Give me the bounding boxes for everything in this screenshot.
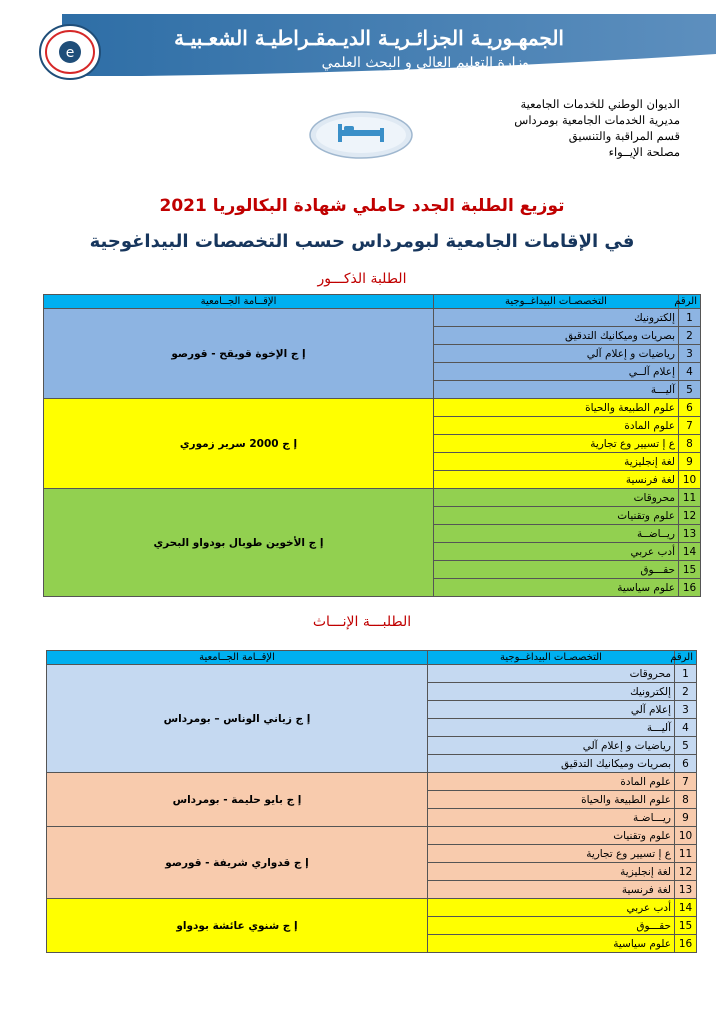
page-subtitle: في الإقامات الجامعية لبومرداس حسب التخصصات البيداغوجية: [89, 231, 635, 252]
row-num: 4: [675, 719, 697, 737]
header-num: الرقم: [675, 651, 697, 665]
institution-logo: [38, 22, 102, 82]
row-spec: علوم الطبيعة والحياة: [428, 791, 675, 809]
table-row: [44, 399, 701, 417]
row-spec: علوم الطبيعة والحياة: [434, 399, 679, 417]
org-line: الديوان الوطني للخدمات الجامعية: [520, 97, 680, 111]
row-spec: حقـــوق: [434, 561, 679, 579]
residence-cell: إ ج قدواري شريفة - قورصو: [47, 827, 428, 899]
row-spec: أدب عربي: [428, 899, 675, 917]
row-spec: ريــاضــة: [434, 525, 679, 543]
residence-cell: إ ج 2000 سرير زموري: [44, 399, 434, 489]
organization-block: [514, 96, 680, 160]
row-spec: علوم سياسية: [434, 579, 679, 597]
row-spec: علوم وتقنيات: [434, 507, 679, 525]
bed-logo-icon: [308, 110, 414, 160]
female-section-title: الطلبـــة الإنـــاث: [312, 614, 412, 630]
row-num: 5: [679, 381, 701, 399]
row-spec: رياضيات و إعلام آلي: [434, 345, 679, 363]
residence-cell: إ ج زياني الوناس – بومرداس: [47, 665, 428, 773]
ministry-title: وزارة التعليم العالي و البحث العلمي: [321, 55, 529, 71]
page-title: توزيع الطلبة الجدد حاملي شهادة البكالوريا 2021: [159, 196, 565, 216]
row-num: 4: [679, 363, 701, 381]
table-row: [47, 899, 697, 917]
row-num: 16: [679, 579, 701, 597]
row-spec: إلكترونيك: [434, 309, 679, 327]
row-num: 14: [679, 543, 701, 561]
svg-text:e: e: [65, 45, 75, 61]
row-num: 1: [679, 309, 701, 327]
header-res: الإقــامة الجــامعية: [47, 651, 428, 665]
row-num: 14: [675, 899, 697, 917]
row-spec: علوم المادة: [434, 417, 679, 435]
table-row: [44, 309, 701, 327]
header-spec: التخصصـات البيداغــوجية: [428, 651, 675, 665]
row-num: 12: [679, 507, 701, 525]
row-num: 6: [679, 399, 701, 417]
org-line: قسم المراقبة والتنسيق: [568, 129, 680, 143]
row-num: 9: [675, 809, 697, 827]
row-num: 9: [679, 453, 701, 471]
row-num: 8: [675, 791, 697, 809]
row-num: 3: [679, 345, 701, 363]
row-num: 7: [679, 417, 701, 435]
row-spec: آليـــة: [428, 719, 675, 737]
row-spec: محروقات: [434, 489, 679, 507]
row-spec: أدب عربي: [434, 543, 679, 561]
row-num: 13: [679, 525, 701, 543]
table-row: [44, 489, 701, 507]
table-row: [47, 827, 697, 845]
row-spec: إعلام آلــي: [434, 363, 679, 381]
row-spec: لغة فرنسية: [428, 881, 675, 899]
row-spec: إلكترونيك: [428, 683, 675, 701]
row-spec: بصريات وميكانيك التدقيق: [434, 327, 679, 345]
row-num: 2: [679, 327, 701, 345]
republic-title: الجمهـوريـة الجزائـريـة الديـمقـراطيـة الشعـبيـة: [174, 26, 564, 50]
row-spec: ع إ تسيير وع تجارية: [434, 435, 679, 453]
header-spec: التخصصـات البيداغــوجية: [434, 295, 679, 309]
table-header-row: [47, 651, 697, 665]
row-spec: لغة إنجليزية: [428, 863, 675, 881]
row-spec: لغة فرنسية: [434, 471, 679, 489]
table-header-row: [44, 295, 701, 309]
row-num: 10: [679, 471, 701, 489]
residence-cell: إ ج الأخوين طوبال بودواو البحري: [44, 489, 434, 597]
row-spec: رياضيات و إعلام آلي: [428, 737, 675, 755]
female-table: [46, 650, 697, 953]
row-num: 7: [675, 773, 697, 791]
residence-cell: إ ج بايو حليمة - بومرداس: [47, 773, 428, 827]
residence-cell: إ ج الإخوة قويقح - قورصو: [44, 309, 434, 399]
row-num: 16: [675, 935, 697, 953]
row-num: 13: [675, 881, 697, 899]
row-num: 8: [679, 435, 701, 453]
row-num: 11: [679, 489, 701, 507]
row-num: 2: [675, 683, 697, 701]
row-spec: علوم المادة: [428, 773, 675, 791]
male-section-title: الطلبة الذكـــور: [317, 271, 407, 287]
row-spec: بصريات وميكانيك التدقيق: [428, 755, 675, 773]
row-spec: علوم سياسية: [428, 935, 675, 953]
row-spec: علوم وتقنيات: [428, 827, 675, 845]
row-spec: ع إ تسيير وع تجارية: [428, 845, 675, 863]
row-num: 12: [675, 863, 697, 881]
row-num: 10: [675, 827, 697, 845]
row-num: 15: [679, 561, 701, 579]
male-table: [43, 294, 701, 597]
header-num: الرقم: [679, 295, 701, 309]
org-line: مديرية الخدمات الجامعية بومرداس: [514, 113, 680, 127]
table-row: [47, 665, 697, 683]
row-num: 1: [675, 665, 697, 683]
header-res: الإقــامة الجــامعية: [44, 295, 434, 309]
row-spec: محروقات: [428, 665, 675, 683]
row-num: 6: [675, 755, 697, 773]
row-spec: إعلام آلي: [428, 701, 675, 719]
row-spec: لغة إنجليزية: [434, 453, 679, 471]
row-num: 15: [675, 917, 697, 935]
org-line: مصلحة الإيــواء: [608, 145, 680, 159]
row-num: 11: [675, 845, 697, 863]
row-num: 3: [675, 701, 697, 719]
residence-cell: إ ج شنوي عائشة بودواو: [47, 899, 428, 953]
row-num: 5: [675, 737, 697, 755]
table-row: [47, 773, 697, 791]
row-spec: آليـــة: [434, 381, 679, 399]
row-spec: ريـــاضـة: [428, 809, 675, 827]
row-spec: حقـــوق: [428, 917, 675, 935]
